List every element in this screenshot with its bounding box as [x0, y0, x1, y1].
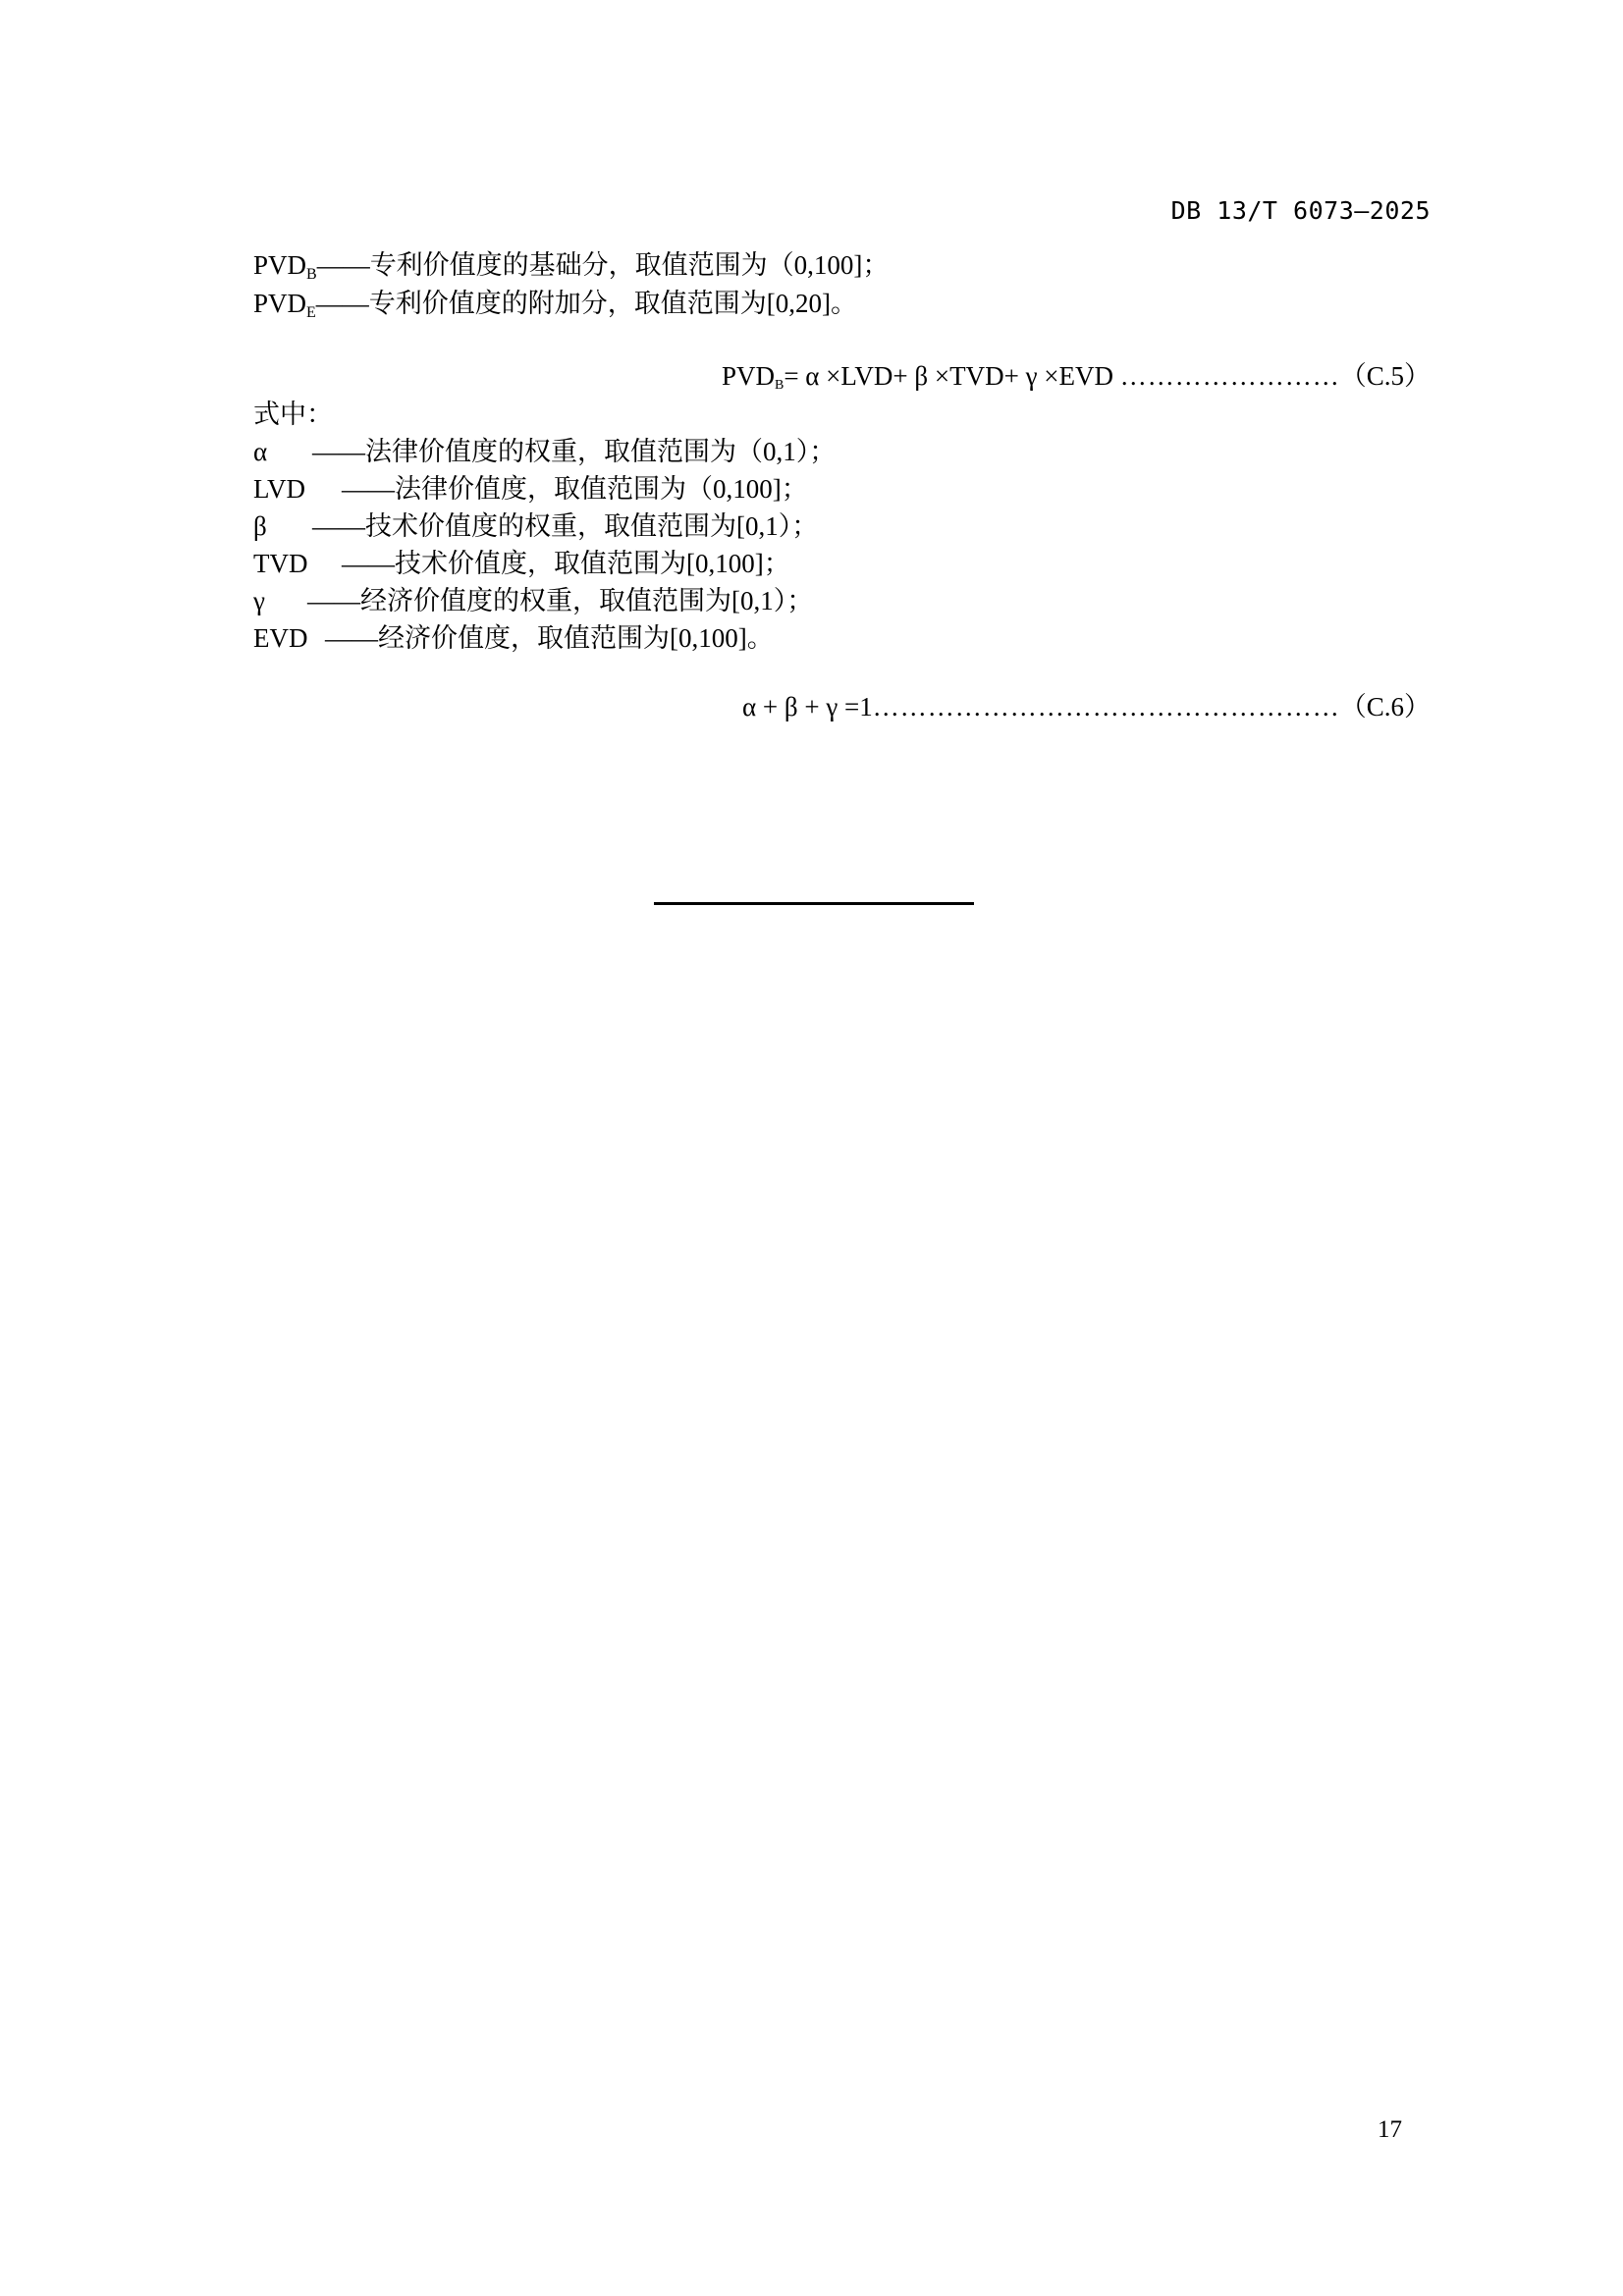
- beta-symbol: β: [253, 511, 267, 541]
- tvd-definition: ——技术价值度，取值范围为[0,100]；: [342, 549, 790, 578]
- formula-c5-lhs-subscript: B: [774, 378, 784, 393]
- alpha-definition: ——法律价值度的权重，取值范围为（0,1）；: [312, 437, 837, 466]
- beta-definition: ——技术价值度的权重，取值范围为[0,1）；: [312, 511, 819, 541]
- gamma-definition: ——经济价值度的权重，取值范围为[0,1）；: [307, 586, 814, 615]
- formula-c6-expression: α + β + γ =1: [741, 692, 873, 721]
- formula-c5: [722, 358, 1431, 394]
- pvde-subscript: E: [306, 304, 316, 321]
- page-number: 17: [1378, 2116, 1402, 2143]
- pvde-text: ——专利价值度的附加分，取值范围为[0,20]。: [315, 289, 858, 318]
- formula-c5-lhs: PVD: [721, 361, 775, 391]
- where-item-beta: [253, 508, 818, 544]
- formula-c6-number: （C.6）: [1339, 692, 1431, 721]
- pvdb-symbol: PVD: [253, 250, 307, 280]
- alpha-symbol: α: [253, 437, 268, 466]
- formula-c6: [742, 689, 1431, 724]
- lvd-symbol: LVD: [253, 474, 306, 504]
- pvde-symbol: PVD: [253, 289, 307, 318]
- pvde-definition: [253, 286, 857, 321]
- end-of-document-rule: [654, 902, 974, 905]
- pvdb-definition: [253, 247, 889, 283]
- tvd-symbol: TVD: [253, 549, 308, 578]
- evd-definition: ——经济价值度，取值范围为[0,100]。: [325, 623, 774, 653]
- formula-c5-dots: ……………………: [1119, 361, 1340, 391]
- where-item-tvd: [253, 546, 790, 581]
- pvdb-subscript: B: [306, 266, 317, 283]
- formula-c6-dots: ……………………………………………: [872, 692, 1340, 721]
- standard-code: DB 13/T 6073—2025: [1170, 196, 1431, 225]
- where-item-lvd: [253, 471, 808, 507]
- gamma-symbol: γ: [253, 586, 265, 615]
- pvdb-text: ——专利价值度的基础分，取值范围为（0,100]；: [316, 250, 890, 280]
- formula-c5-rhs: = α ×LVD+ β ×TVD+ γ ×EVD: [784, 361, 1113, 391]
- where-item-gamma: [253, 583, 813, 618]
- evd-symbol: EVD: [253, 623, 308, 653]
- formula-c5-number: （C.5）: [1339, 361, 1431, 391]
- lvd-definition: ——法律价值度，取值范围为（0,100]；: [342, 474, 808, 504]
- where-item-evd: [253, 620, 774, 656]
- where-label: 式中：: [253, 400, 333, 429]
- where-item-alpha: [253, 434, 836, 469]
